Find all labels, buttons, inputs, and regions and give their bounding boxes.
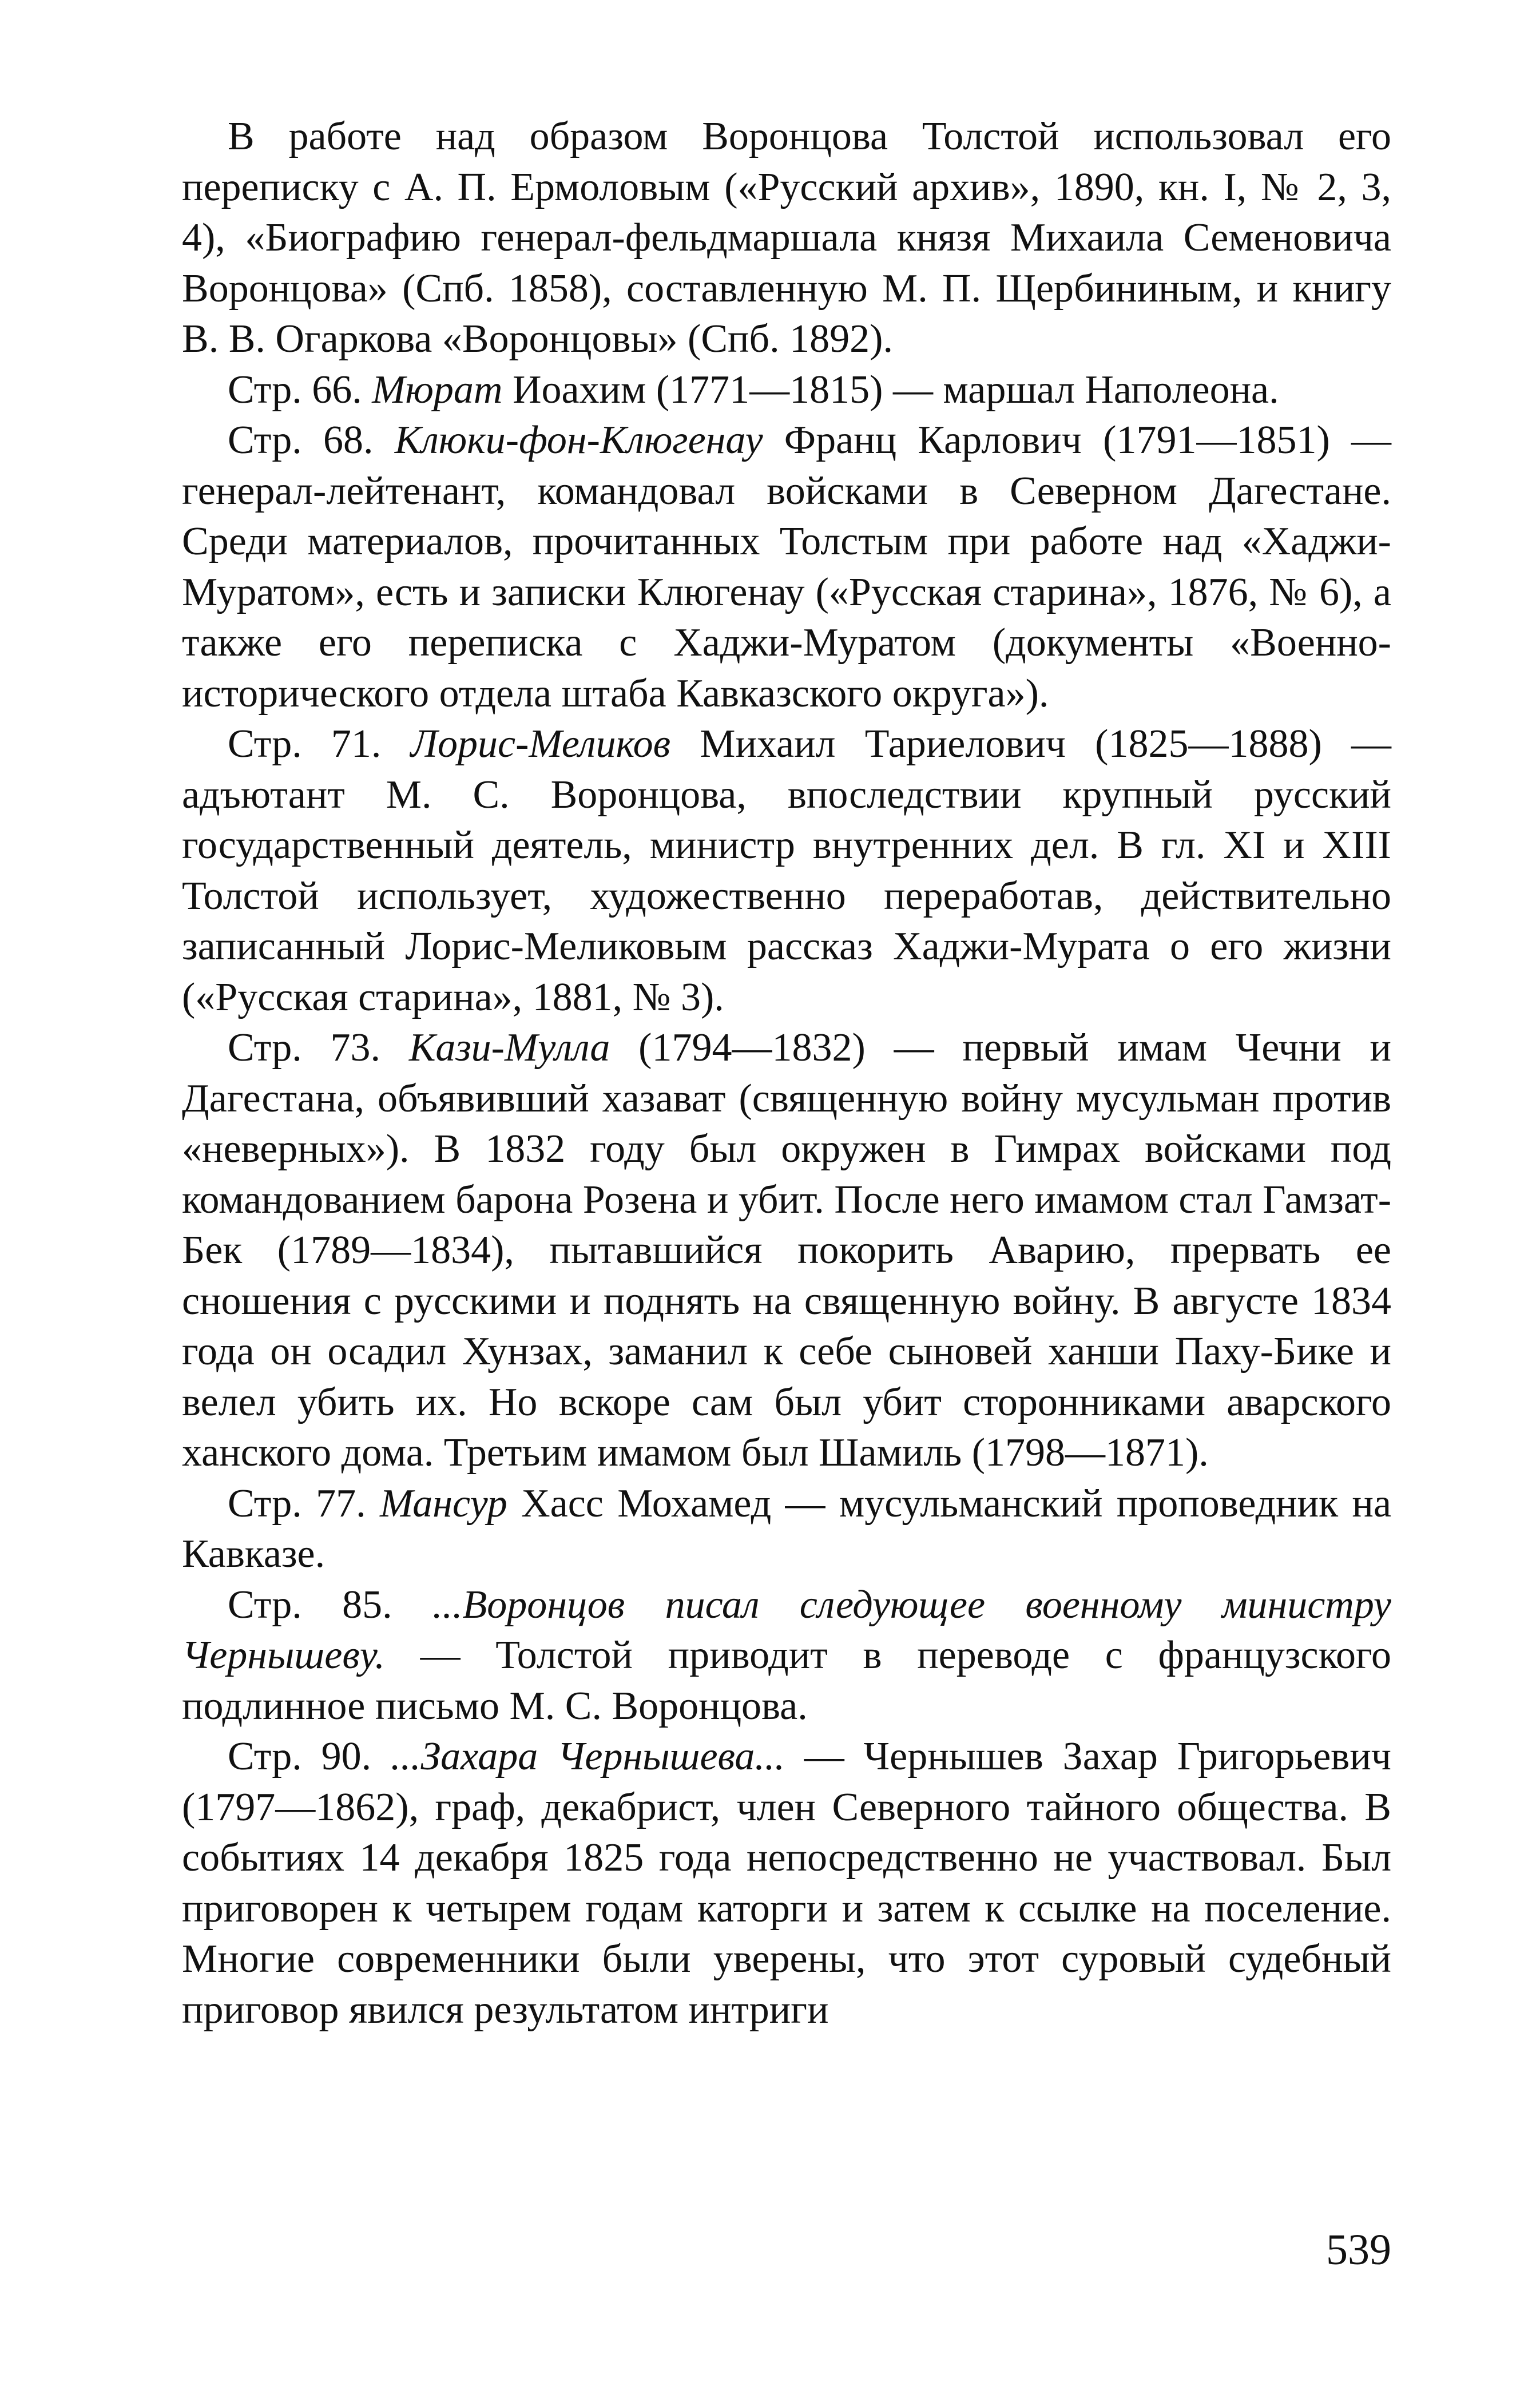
note-prefix: Стр. 90.: [228, 1734, 391, 1778]
note-term: Кази-Мулла: [408, 1026, 610, 1070]
note-page-71: [182, 719, 1391, 1023]
note-text: — Толстой приводит в переводе с французского подлинное письмо М. С. Воронцова.: [182, 1633, 1391, 1728]
note-prefix: Стр. 73.: [228, 1026, 409, 1070]
note-page-68: [182, 415, 1391, 719]
note-text: — Чернышев Захар Григорьевич (1797—1862), граф, декабрист, член Северного тайного общества. В событиях 14 декабря 1825 года непосредственно не участвовал. Был приговорен к четырем годам каторги и затем к ссылке на поселение. Многие современники были уверены, что этот суровый судебный приговор явился результатом интриги: [182, 1734, 1392, 2032]
note-prefix: Стр. 85.: [228, 1582, 432, 1627]
note-page-73: [182, 1023, 1391, 1479]
paragraph-text: В работе над образом Воронцова Толстой использовал его переписку с А. П. Ермоловым («Русский архив», 1890, кн. I, № 2, 3, 4), «Биографию генерал-фельдмаршала князя Михаила Семеновича Воронцова» (Спб. 1858), составленную М. П. Щербининым, и книгу В. В. Огаркова «Воронцовы» (Спб. 1892).: [182, 114, 1391, 361]
note-text: Франц Карлович (1791—1851) — генерал-лейтенант, командовал войсками в Северном Дагестане. Среди материалов, прочитанных Толстым при работе над «Хаджи-Муратом», есть и записки Клюгенау («Русская старина», 1876, № 6), а также его переписка с Хаджи-Муратом (документы «Военно-исторического отдела штаба Кавказского округа»).: [182, 418, 1391, 716]
commentary-text: [182, 112, 1391, 2035]
page-number: 539: [1326, 2226, 1391, 2274]
note-prefix: Стр. 66.: [228, 367, 372, 412]
note-prefix: Стр. 71.: [228, 722, 411, 766]
note-prefix: Стр. 68.: [228, 418, 395, 462]
note-term: Мансур: [379, 1481, 507, 1526]
note-page-85: [182, 1580, 1391, 1732]
note-page-66: [182, 365, 1391, 416]
note-term: Мюрат: [372, 367, 503, 412]
note-term: ...Воронцов писал следующее военному министру Чернышеву.: [182, 1582, 1391, 1677]
note-term: Клюки-фон-Клюгенау: [394, 418, 763, 462]
note-page-90: [182, 1732, 1391, 2035]
paragraph-intro: [182, 112, 1391, 365]
note-text: (1794—1832) — первый имам Чечни и Дагестана, объявивший хазават (священную войну мусульман против «неверных»). В 1832 году был окружен в Гимрах войсками под командованием барона Розена и убит. После него имамом стал Гамзат-Бек (1789—1834), пытавшийся покорить Аварию, прервать ее сношения с русскими и поднять на священную войну. В августе 1834 года он осадил Хунзах, заманил к себе сыновей ханши Паху-Бике и велел убить их. Но вскоре сам был убит сторонниками аварского ханского дома. Третьим имамом был Шамиль (1798—1871).: [182, 1026, 1391, 1475]
note-text: Михаил Тариелович (1825—1888) — адъютант М. С. Воронцова, впоследствии крупный русский государственный деятель, министр внутренних дел. В гл. XI и XIII Толстой использует, художественно переработав, действительно записанный Лорис-Меликовым рассказ Хаджи-Мурата о его жизни («Русская старина», 1881, № 3).: [182, 722, 1391, 1019]
note-text: Хасс Мохамед — мусульманский проповедник на Кавказе.: [182, 1481, 1392, 1576]
note-term: ...Захара Чернышева...: [390, 1734, 785, 1778]
note-prefix: Стр. 77.: [228, 1481, 380, 1526]
note-text: Иоахим (1771—1815) — маршал Наполеона.: [502, 367, 1279, 412]
note-page-77: [182, 1479, 1391, 1580]
note-term: Лорис-Меликов: [410, 722, 671, 766]
